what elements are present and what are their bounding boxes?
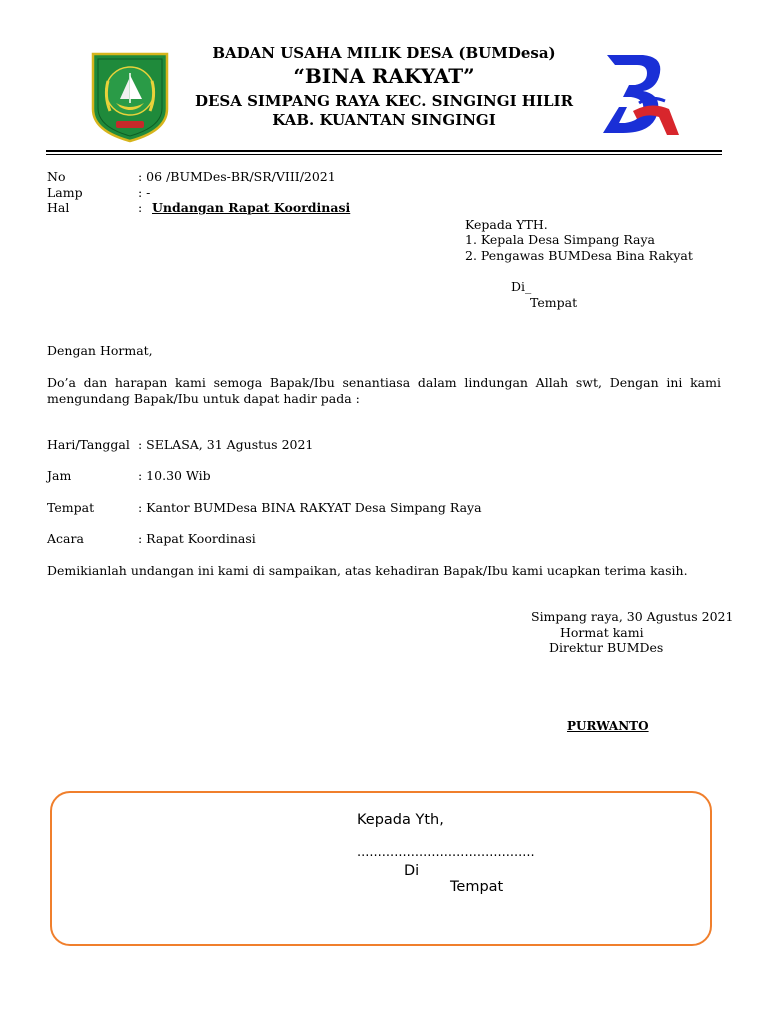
body-paragraph: Do’a dan harapan kami semoga Bapak/Ibu senantiasa dalam lindungan Allah swt, Dengan ini kami mengundang Bapak/Ibu untuk dapat hadir pada : <box>47 375 721 406</box>
org-address-line1: DESA SIMPANG RAYA KEC. SINGINGI HILIR <box>194 92 574 110</box>
org-name-line2: “BINA RAKYAT” <box>293 64 475 88</box>
org-name-line1: BADAN USAHA MILIK DESA (BUMDesa) <box>212 44 556 62</box>
meta-no-value: : 06 /BUMDes-BR/SR/VIII/2021 <box>138 169 336 184</box>
detail-value-time: : 10.30 Wib <box>138 468 211 483</box>
detail-value-agenda: : Rapat Koordinasi <box>138 531 256 546</box>
signature-regards: Hormat kami <box>560 625 644 640</box>
detail-label-place: Tempat <box>47 500 95 515</box>
detail-label-agenda: Acara <box>47 531 84 546</box>
meta-no-label: No <box>47 169 66 184</box>
greeting: Dengan Hormat, <box>47 343 153 358</box>
recipient-item: 1. Kepala Desa Simpang Raya <box>465 232 655 247</box>
recipient-di: Di_ <box>511 279 532 294</box>
org-address-line2: KAB. KUANTAN SINGINGI <box>272 111 496 129</box>
meta-lamp-label: Lamp <box>47 185 83 200</box>
recipient-item: 2. Pengawas BUMDesa Bina Rakyat <box>465 248 693 263</box>
meta-hal-label: Hal <box>47 200 70 215</box>
envelope-tempat: Tempat <box>450 879 504 895</box>
signature-name: PURWANTO <box>567 719 649 733</box>
envelope-kepada: Kepada Yth, <box>357 812 444 828</box>
header-divider-thick <box>46 150 722 152</box>
closing-sentence: Demikianlah undangan ini kami di sampaikan, atas kehadiran Bapak/Ibu kami ucapkan terima kasih. <box>47 563 688 578</box>
header-divider-thin <box>46 154 722 155</box>
signature-place-date: Simpang raya, 30 Agustus 2021 <box>531 609 734 624</box>
recipient-heading: Kepada YTH. <box>465 217 548 232</box>
detail-value-place: : Kantor BUMDesa BINA RAKYAT Desa Simpang Raya <box>138 500 482 515</box>
meta-hal-value: Undangan Rapat Koordinasi <box>152 200 351 215</box>
detail-label-date: Hari/Tanggal <box>47 437 130 452</box>
detail-value-date: : SELASA, 31 Agustus 2021 <box>138 437 314 452</box>
envelope-address-dots: ........................................... <box>357 845 535 860</box>
envelope-di: Di <box>404 863 420 879</box>
signature-title: Direktur BUMDes <box>549 640 664 655</box>
detail-label-time: Jam <box>47 468 72 483</box>
meta-lamp-value: : - <box>138 185 151 200</box>
recipient-tempat: Tempat <box>530 295 578 310</box>
meta-hal-colon: : <box>138 200 143 215</box>
